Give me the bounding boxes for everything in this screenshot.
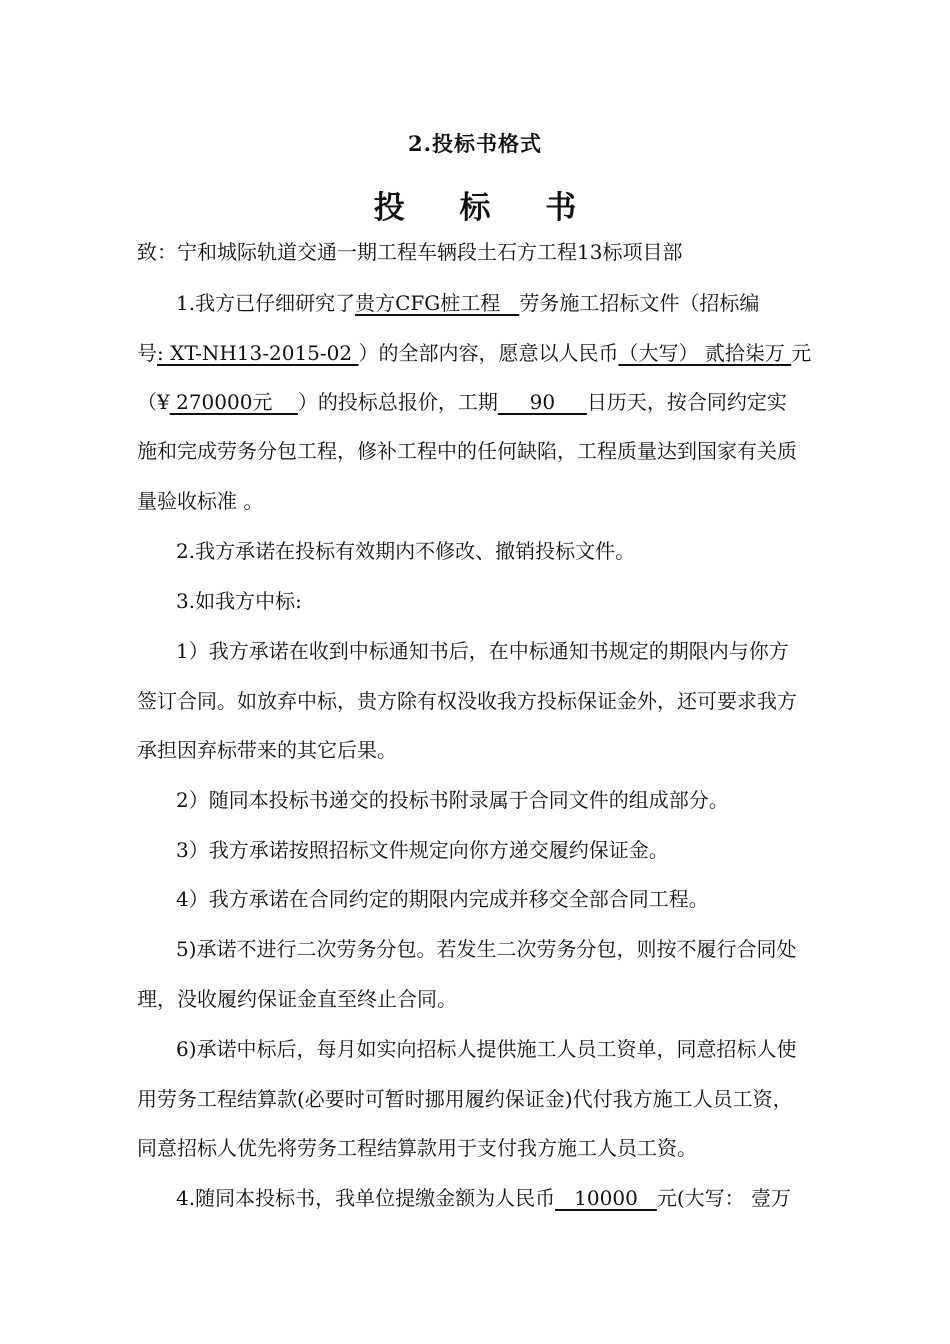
- amount-number-field: 270000元: [169, 390, 298, 414]
- item3: 3）我方承诺按照招标文件规定向你方递交履约保证金。: [176, 838, 669, 862]
- clause1-line1: 1.我方已仔细研究了贵方CFG桩工程 劳务施工招标文件（招标编: [176, 291, 760, 315]
- clause2: 2.我方承诺在投标有效期内不修改、撤销投标文件。: [176, 539, 636, 563]
- clause1-line5: 量验收标准 。: [137, 489, 264, 513]
- clause1-line4: 施和完成劳务分包工程，修补工程中的任何缺陷，工程质量达到国家有关质: [137, 439, 797, 463]
- deposit-amount-field: 10000: [555, 1186, 657, 1210]
- item1-line1: 1）我方承诺在收到中标通知书后，在中标通知书规定的期限内与你方: [176, 639, 789, 663]
- item1-line3: 承担因弃标带来的其它后果。: [137, 738, 397, 762]
- clause3: 3.如我方中标:: [176, 589, 302, 613]
- document-title: 投 标 书: [373, 190, 599, 226]
- clause4-line1: 4.随同本投标书，我单位提缴金额为人民币 10000 元(大写： 壹万: [176, 1186, 792, 1210]
- amount-words-field: （大写） 贰拾柒万: [618, 341, 792, 365]
- item4: 4）我方承诺在合同约定的期限内完成并移交全部合同工程。: [176, 887, 709, 911]
- clause1-line2: 号: XT-NH13-2015-02 ）的全部内容，愿意以人民币（大写） 贰拾柒万 元: [137, 341, 812, 365]
- item5-line1: 5)承诺不进行二次劳务分包。若发生二次劳务分包，则按不履行合同处: [176, 937, 797, 961]
- item1-line2: 签订合同。如放弃中标，贵方除有权没收我方投标保证金外，还可要求我方: [137, 689, 797, 713]
- period-field: 90: [497, 390, 587, 414]
- item2: 2）随同本投标书递交的投标书附录属于合同文件的组成部分。: [176, 788, 729, 812]
- clause1-line3: （¥ 270000元 ）的投标总报价，工期 90 日历天，按合同约定实: [137, 390, 787, 414]
- bid-number-field: : XT-NH13-2015-02: [157, 341, 359, 365]
- item5-line2: 理，没收履约保证金直至终止合同。: [137, 987, 457, 1011]
- item6-line3: 同意招标人优先将劳务工程结算款用于支付我方施工人员工资。: [137, 1136, 697, 1160]
- item6-line2: 用劳务工程结算款(必要时可暂时挪用履约保证金)代付我方施工人员工资，: [137, 1087, 793, 1111]
- addressee-line: 致：宁和城际轨道交通一期工程车辆段土石方工程13标项目部: [137, 240, 683, 264]
- section-title: 2.投标书格式: [408, 131, 542, 156]
- project-name-field: 贵方CFG桩工程: [355, 291, 520, 315]
- item6-line1: 6)承诺中标后，每月如实向招标人提供施工人员工资单，同意招标人使: [176, 1037, 797, 1061]
